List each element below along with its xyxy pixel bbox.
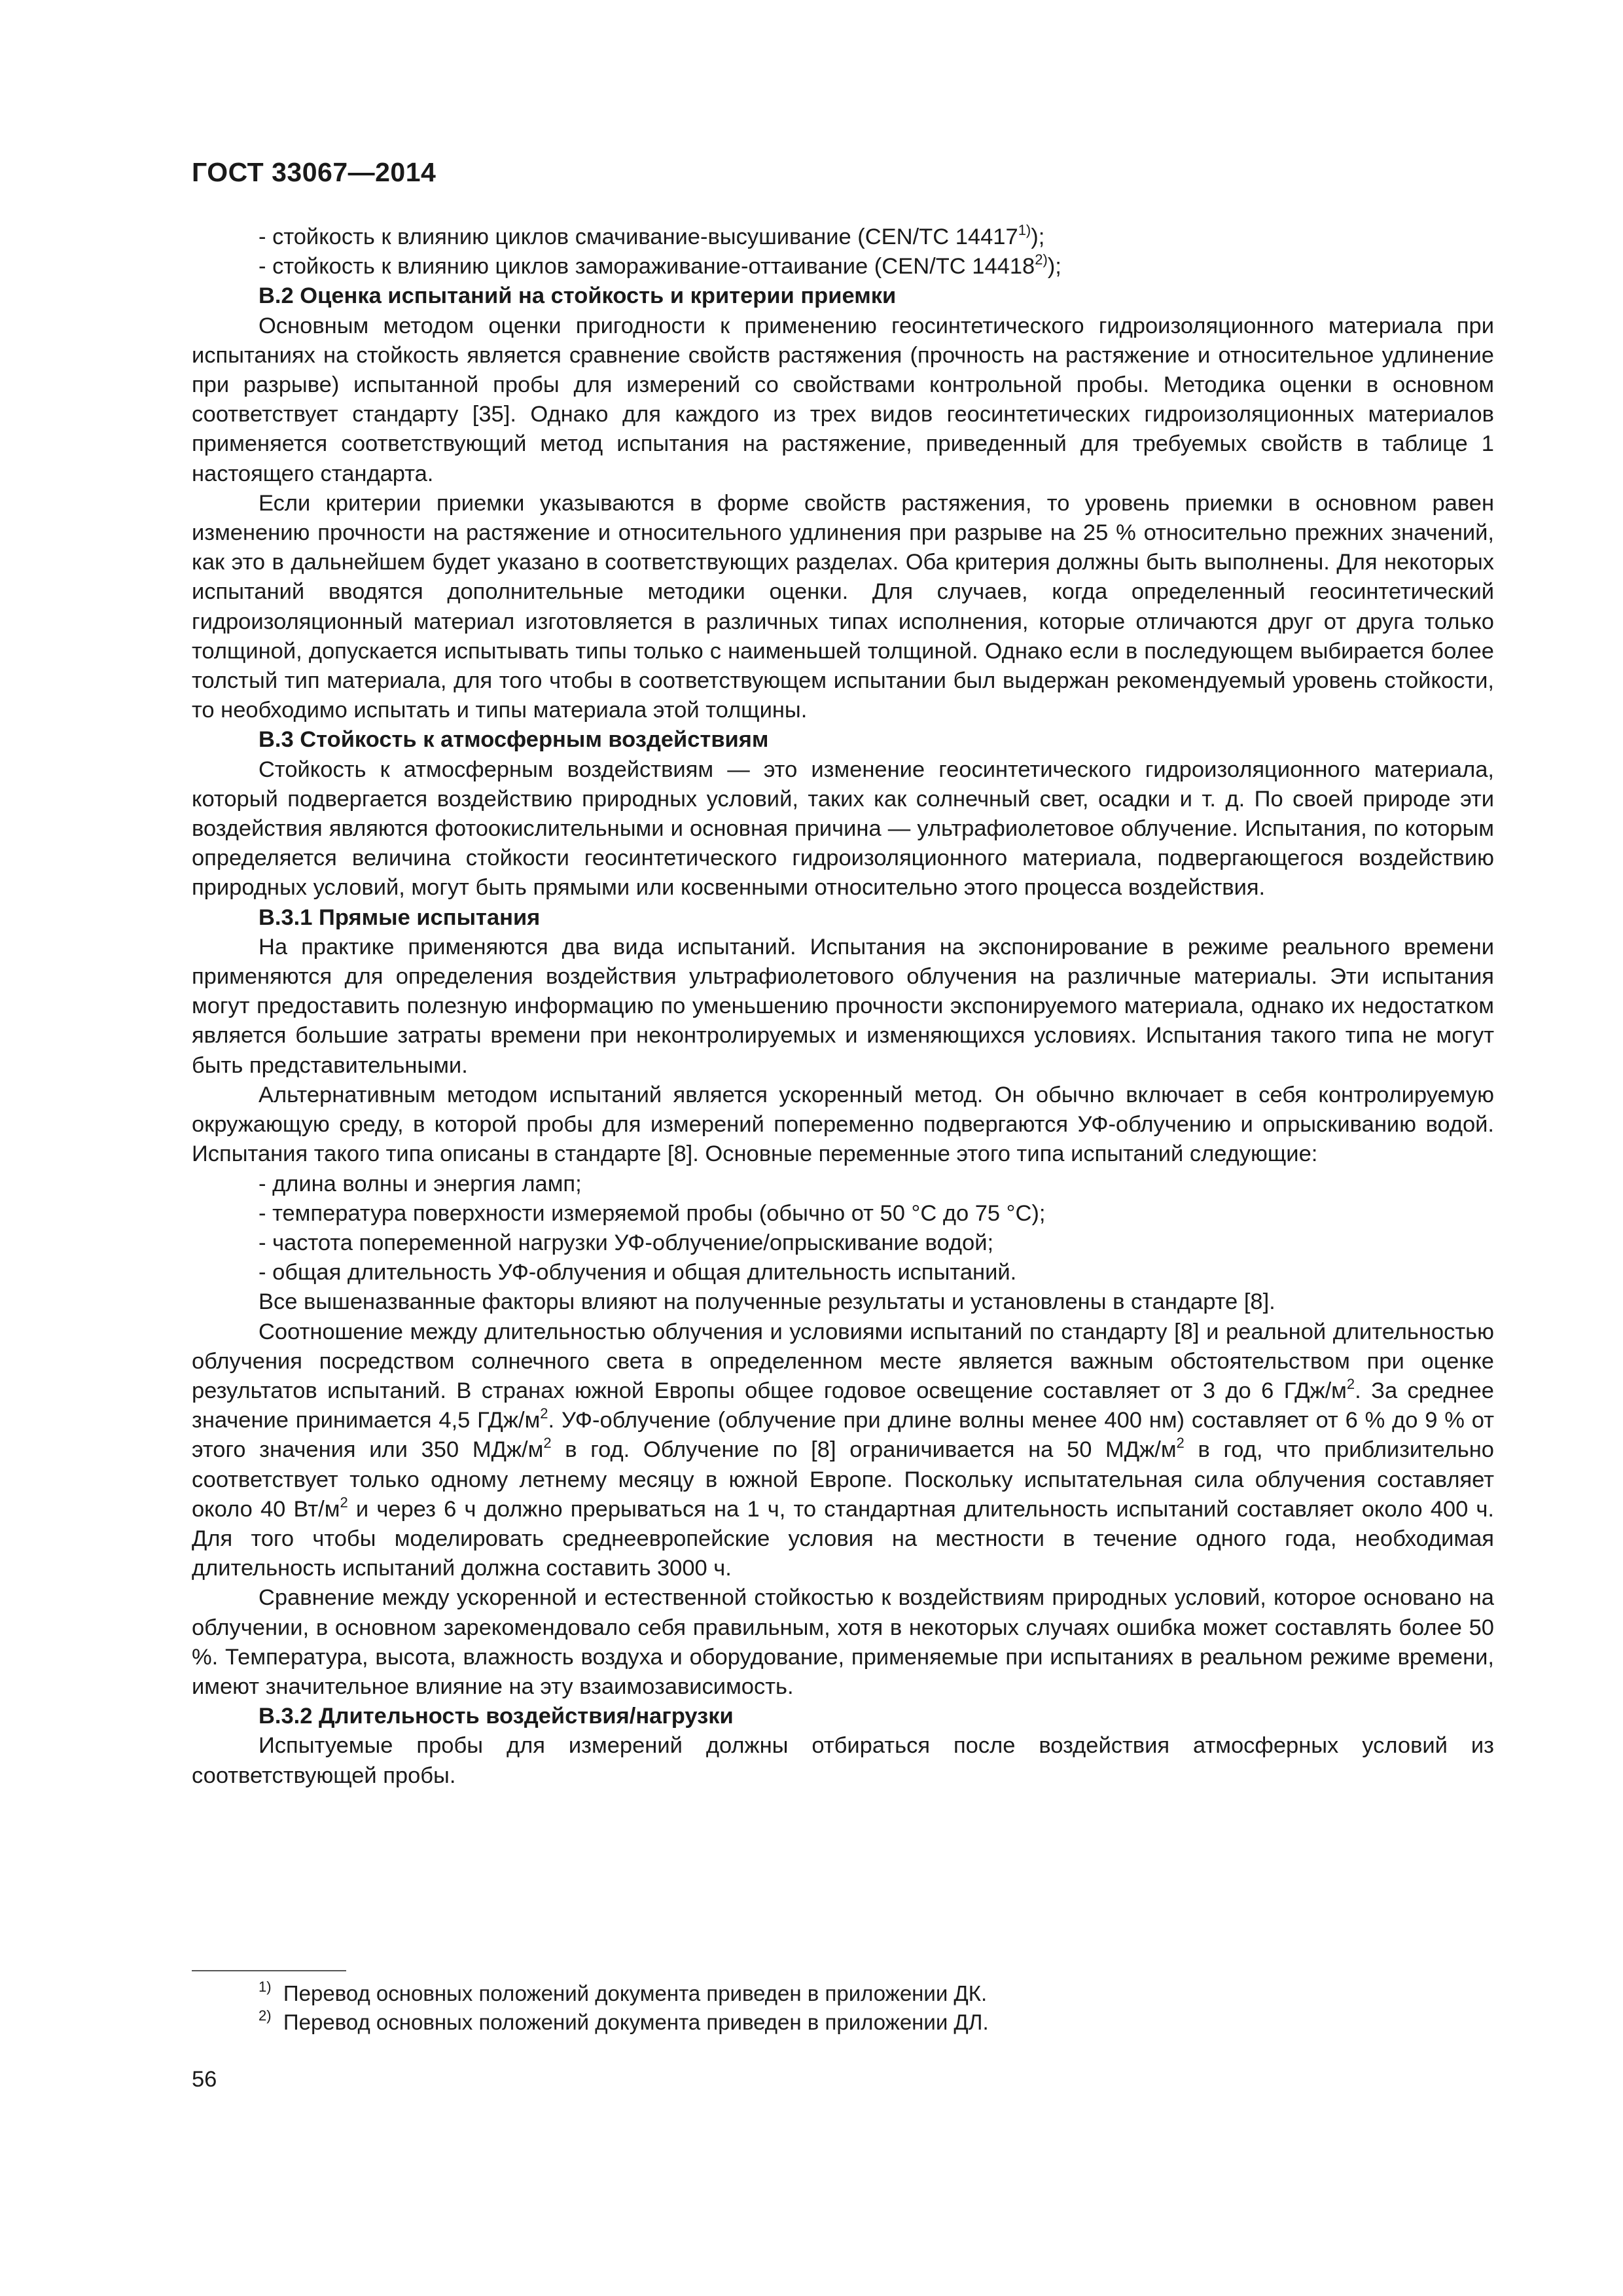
page-number: 56 [192,2067,217,2092]
section-heading-b3-1: В.3.1 Прямые испытания [259,905,541,930]
paragraph: Испытуемые пробы для измерений должны отбираться после воздействия атмосферных условий из соответствующей пробы. [192,1733,1494,1788]
list-item: - общая длительность УФ-облучения и общая длительность испытаний. [259,1260,1017,1285]
paragraph: Соотношение между длительностью облучения и условиями испытаний по стандарту [8] и реальной длительностью облучения посредством солнечного света в определенном месте является важным обстоятельством при оценке результатов испытаний. В странах южной Европы общее годовое освещение составляет от 3 до 6 ГДж/$м^2$. За среднее значение принимается 4,5 ГДж/$м^2$. УФ-облучение (облучение при длине волны менее 400 нм) составляет от 6 % до 9 % от этого значения или 350 МДж/$м^2$ в год. Облучение по [8] ограничивается на 50 МДж/$м^2$ в год, что приблизительно соответствует только одному летнему месяцу в южной Европе. Поскольку испытательная сила облучения составляет около 40 $Вт/м^2$ и через 6 ч должно прерываться на 1 ч, то стандартная длительность испытаний составляет около 400 ч. Для того чтобы моделировать среднеевропейские условия на местности в течение одного года, необходимая длительность испытаний должна составить 3000 ч. [192,1319,1494,1581]
footnotes [259,1979,1436,2037]
document-header: ГОСТ 33067—2014 [192,157,437,187]
paragraph: Стойкость к атмосферным воздействиям — это изменение геосинтетического гидроизоляционного материала, который подвергается воздействию природных условий, таких как солнечный свет, осадки и т. д. По своей природе эти воздействия являются фотоокислительными и основная причина — ультрафиолетовое облучение. Испытания, по которым определяется величина стойкости геосинтетического гидроизоляционного материала, подвергающегося воздействию природных условий, могут быть прямыми или косвенными относительно этого процесса воздействия. [192,757,1494,901]
section-heading-b2: В.2 Оценка испытаний на стойкость и критерии приемки [259,283,897,309]
list-item: - частота попеременной нагрузки УФ-облучение/опрыскивание водой; [259,1230,994,1255]
section-heading-b3: В.3 Стойкость к атмосферным воздействиям [259,727,769,753]
section-heading-b3-2: В.3.2 Длительность воздействия/нагрузки [259,1704,734,1729]
paragraph: На практике применяются два вида испытаний. Испытания на экспонирование в режиме реального времени применяются для определения воздействия ультрафиолетового облучения на различные материалы. Эти испытания могут предоставить полезную информацию по уменьшению прочности экспонируемого материала, однако их недостатком является большие затраты времени при неконтролируемых и изменяющихся условиях. Испытания такого типа не могут быть представительными. [192,934,1494,1078]
paragraph: Сравнение между ускоренной и естественной стойкостью к воздействиям природных условий, которое основано на облучении, в основном зарекомендовало себя правильным, хотя в некоторых случаях ошибка может составлять более 50 %. Температура, высота, влажность воздуха и оборудование, применяемые при испытаниях в реальном режиме времени, имеют значительное влияние на эту взаимозависимость. [192,1585,1494,1699]
footnote: $^{2)}$ Перевод основных положений документа приведен в приложении ДЛ. [259,2007,989,2034]
paragraph: Если критерии приемки указываются в форме свойств растяжения, то уровень приемки в основном равен изменению прочности на растяжение и относительного удлинения при разрыве на 25 % относительно прежних значений, как это в дальнейшем будет указано в соответствующих разделах. Оба критерия должны быть выполнены. Для некоторых испытаний вводятся дополнительные методики оценки. Для случаев, когда определенный геосинтетический гидроизоляционный материал изготовляется в различных типах исполнения, которые отличаются друг от друга только толщиной, допускается испытывать типы только с наименьшей толщиной. Однако если в последующем выбирается более толстый тип материала, для того чтобы в соответствующем испытании был выдержан рекомендуемый уровень стойкости, то необходимо испытать и типы материала этой толщины. [192,490,1494,723]
list-item: - стойкость к влиянию циклов замораживание-оттаивание (CEN/TC 14418$^{2)}$); [259,251,1061,279]
footnote-ref[interactable]: 2) [1035,251,1048,268]
paragraph: Все вышеназванные факторы влияют на полученные результаты и установлены в стандарте [8]. [259,1289,1275,1315]
list-item: - температура поверхности измеряемой пробы (обычно от 50 °С до 75 °С); [259,1200,1046,1226]
footnote: $^{1)}$ Перевод основных положений документа приведен в приложении ДК. [259,1979,988,2005]
footnote-ref[interactable]: 1) [1018,222,1031,238]
list-item: - стойкость к влиянию циклов смачивание-высушивание (CEN/TC 14417$^{1)}$); [259,222,1045,249]
paragraph: Альтернативным методом испытаний является ускоренный метод. Он обычно включает в себя контролируемую окружающую среду, в которой пробы для измерений попеременно подвергаются УФ-облучению и опрыскиванию водой. Испытания такого типа описаны в стандарте [8]. Основные переменные этого типа испытаний следующие: [192,1082,1494,1167]
paragraph: Основным методом оценки пригодности к применению геосинтетического гидроизоляционного материала при испытаниях на стойкость является сравнение свойств растяжения (прочность на растяжение и относительное удлинение при разрыве) испытанной пробы для измерений со свойствами контрольной пробы. Методика оценки в основном соответствует стандарту [35]. Однако для каждого из трех видов геосинтетических гидроизоляционных материалов применяется соответствующий метод испытания на растяжение, приведенный для требуемых свойств в таблице 1 настоящего стандарта. [192,313,1494,486]
footnote-divider [192,1970,346,1971]
document-body [192,223,1494,1791]
list-item: - длина волны и энергия ламп; [259,1171,582,1196]
